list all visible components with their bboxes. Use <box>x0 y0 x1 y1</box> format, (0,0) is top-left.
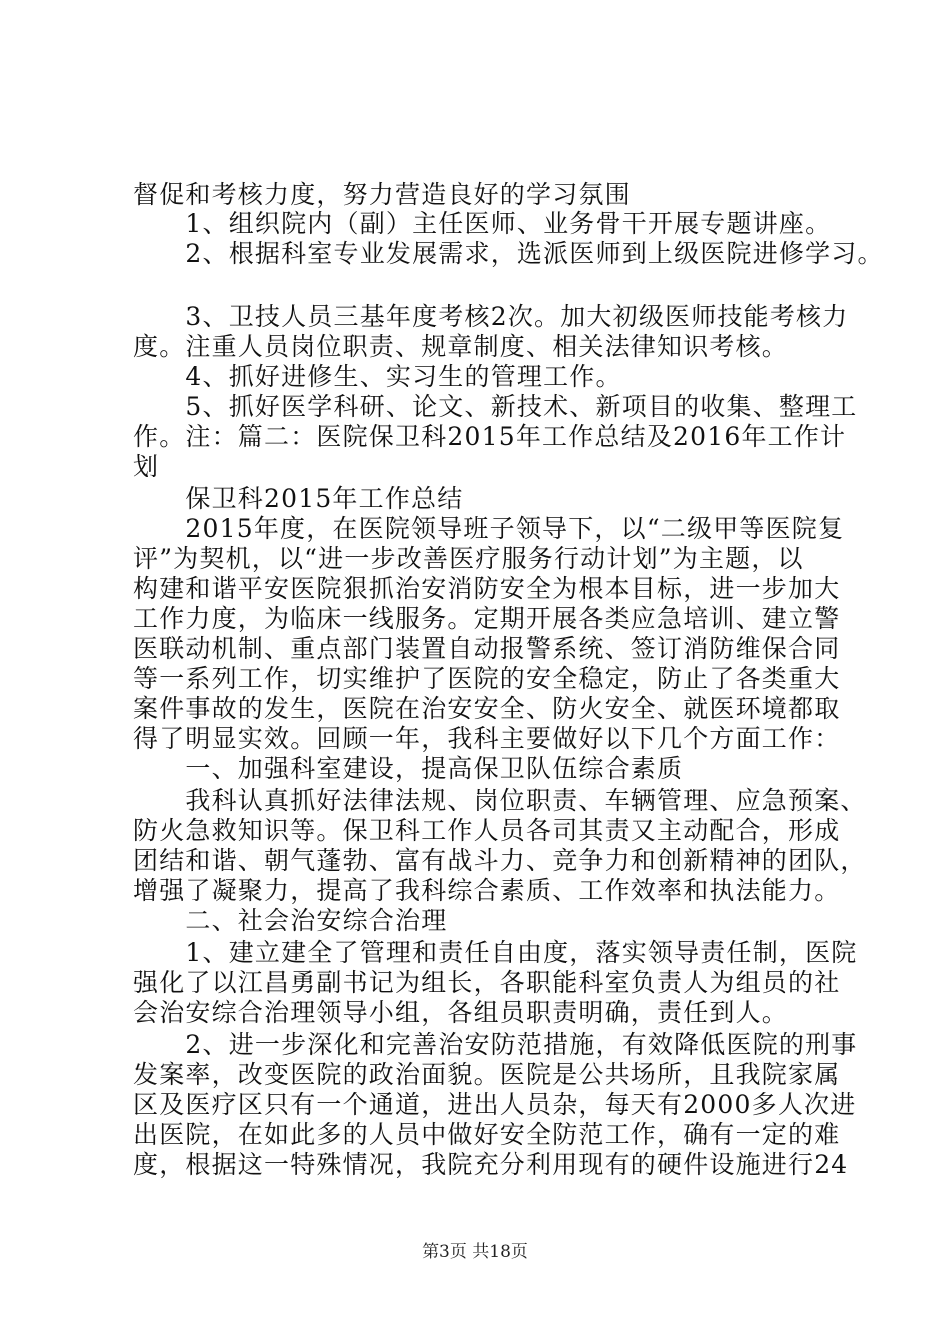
text-line: 二、社会治安综合治理 <box>133 906 448 935</box>
text-line: 我科认真抓好法律法规、岗位职责、车辆管理、应急预案、 <box>133 786 867 815</box>
text-line: 评”为契机，以“进一步改善医疗服务行动计划”为主题，以 <box>133 544 804 573</box>
text-line: 一、加强科室建设，提高保卫队伍综合素质 <box>133 754 684 783</box>
text-line: 医联动机制、重点部门装置自动报警系统、签订消防维保合同 <box>133 634 841 663</box>
text-line: 防火急救知识等。保卫科工作人员各司其责又主动配合，形成 <box>133 816 841 845</box>
text-line: 4、抓好进修生、实习生的管理工作。 <box>133 362 622 391</box>
text-line: 等一系列工作，切实维护了医院的安全稳定，防止了各类重大 <box>133 664 841 693</box>
text-line: 3、卫技人员三基年度考核2次。加大初级医师技能考核力 <box>133 302 849 331</box>
text-line: 作。注：篇二：医院保卫科2015年工作总结及2016年工作计 <box>133 422 847 451</box>
text-line: 出医院，在如此多的人员中做好安全防范工作，确有一定的难 <box>133 1120 841 1149</box>
text-line: 保卫科2015年工作总结 <box>133 484 464 513</box>
text-line: 得了明显实效。回顾一年，我科主要做好以下几个方面工作： <box>133 724 841 753</box>
text-line: 2、根据科室专业发展需求，选派医师到上级医院进修学习。 <box>133 239 884 268</box>
text-line: 区及医疗区只有一个通道，进出人员杂，每天有2000多人次进 <box>133 1090 857 1119</box>
text-line: 增强了凝聚力，提高了我科综合素质、工作效率和执法能力。 <box>133 876 841 905</box>
text-line: 2015年度，在医院领导班子领导下，以“二级甲等医院复 <box>133 514 845 543</box>
text-line: 度。注重人员岗位职责、规章制度、相关法律知识考核。 <box>133 332 789 361</box>
text-line: 1、组织院内（副）主任医师、业务骨干开展专题讲座。 <box>133 209 832 238</box>
text-line: 1、建立建全了管理和责任自由度，落实领导责任制，医院 <box>133 938 858 967</box>
text-line: 度，根据这一特殊情况，我院充分利用现有的硬件设施进行24 <box>133 1150 849 1179</box>
text-line: 划 <box>133 452 160 481</box>
text-line: 2、进一步深化和完善治安防范措施，有效降低医院的刑事 <box>133 1030 858 1059</box>
text-line: 强化了以江昌勇副书记为组长，各职能科室负责人为组员的社 <box>133 968 841 997</box>
text-line: 构建和谐平安医院狠抓治安消防安全为根本目标，进一步加大 <box>133 574 841 603</box>
text-line: 工作力度，为临床一线服务。定期开展各类应急培训、建立警 <box>133 604 841 633</box>
text-line: 督促和考核力度，努力营造良好的学习氛围 <box>133 180 631 209</box>
text-line: 案件事故的发生，医院在治安安全、防火安全、就医环境都取 <box>133 694 841 723</box>
page-footer: 第3页 共18页 <box>422 1242 528 1262</box>
text-line: 会治安综合治理领导小组，各组员职责明确，责任到人。 <box>133 998 789 1027</box>
text-line: 发案率，改变医院的政治面貌。医院是公共场所，且我院家属 <box>133 1060 841 1089</box>
text-line: 团结和谐、朝气蓬勃、富有战斗力、竞争力和创新精神的团队， <box>133 846 867 875</box>
text-line: 5、抓好医学科研、论文、新技术、新项目的收集、整理工 <box>133 392 858 421</box>
